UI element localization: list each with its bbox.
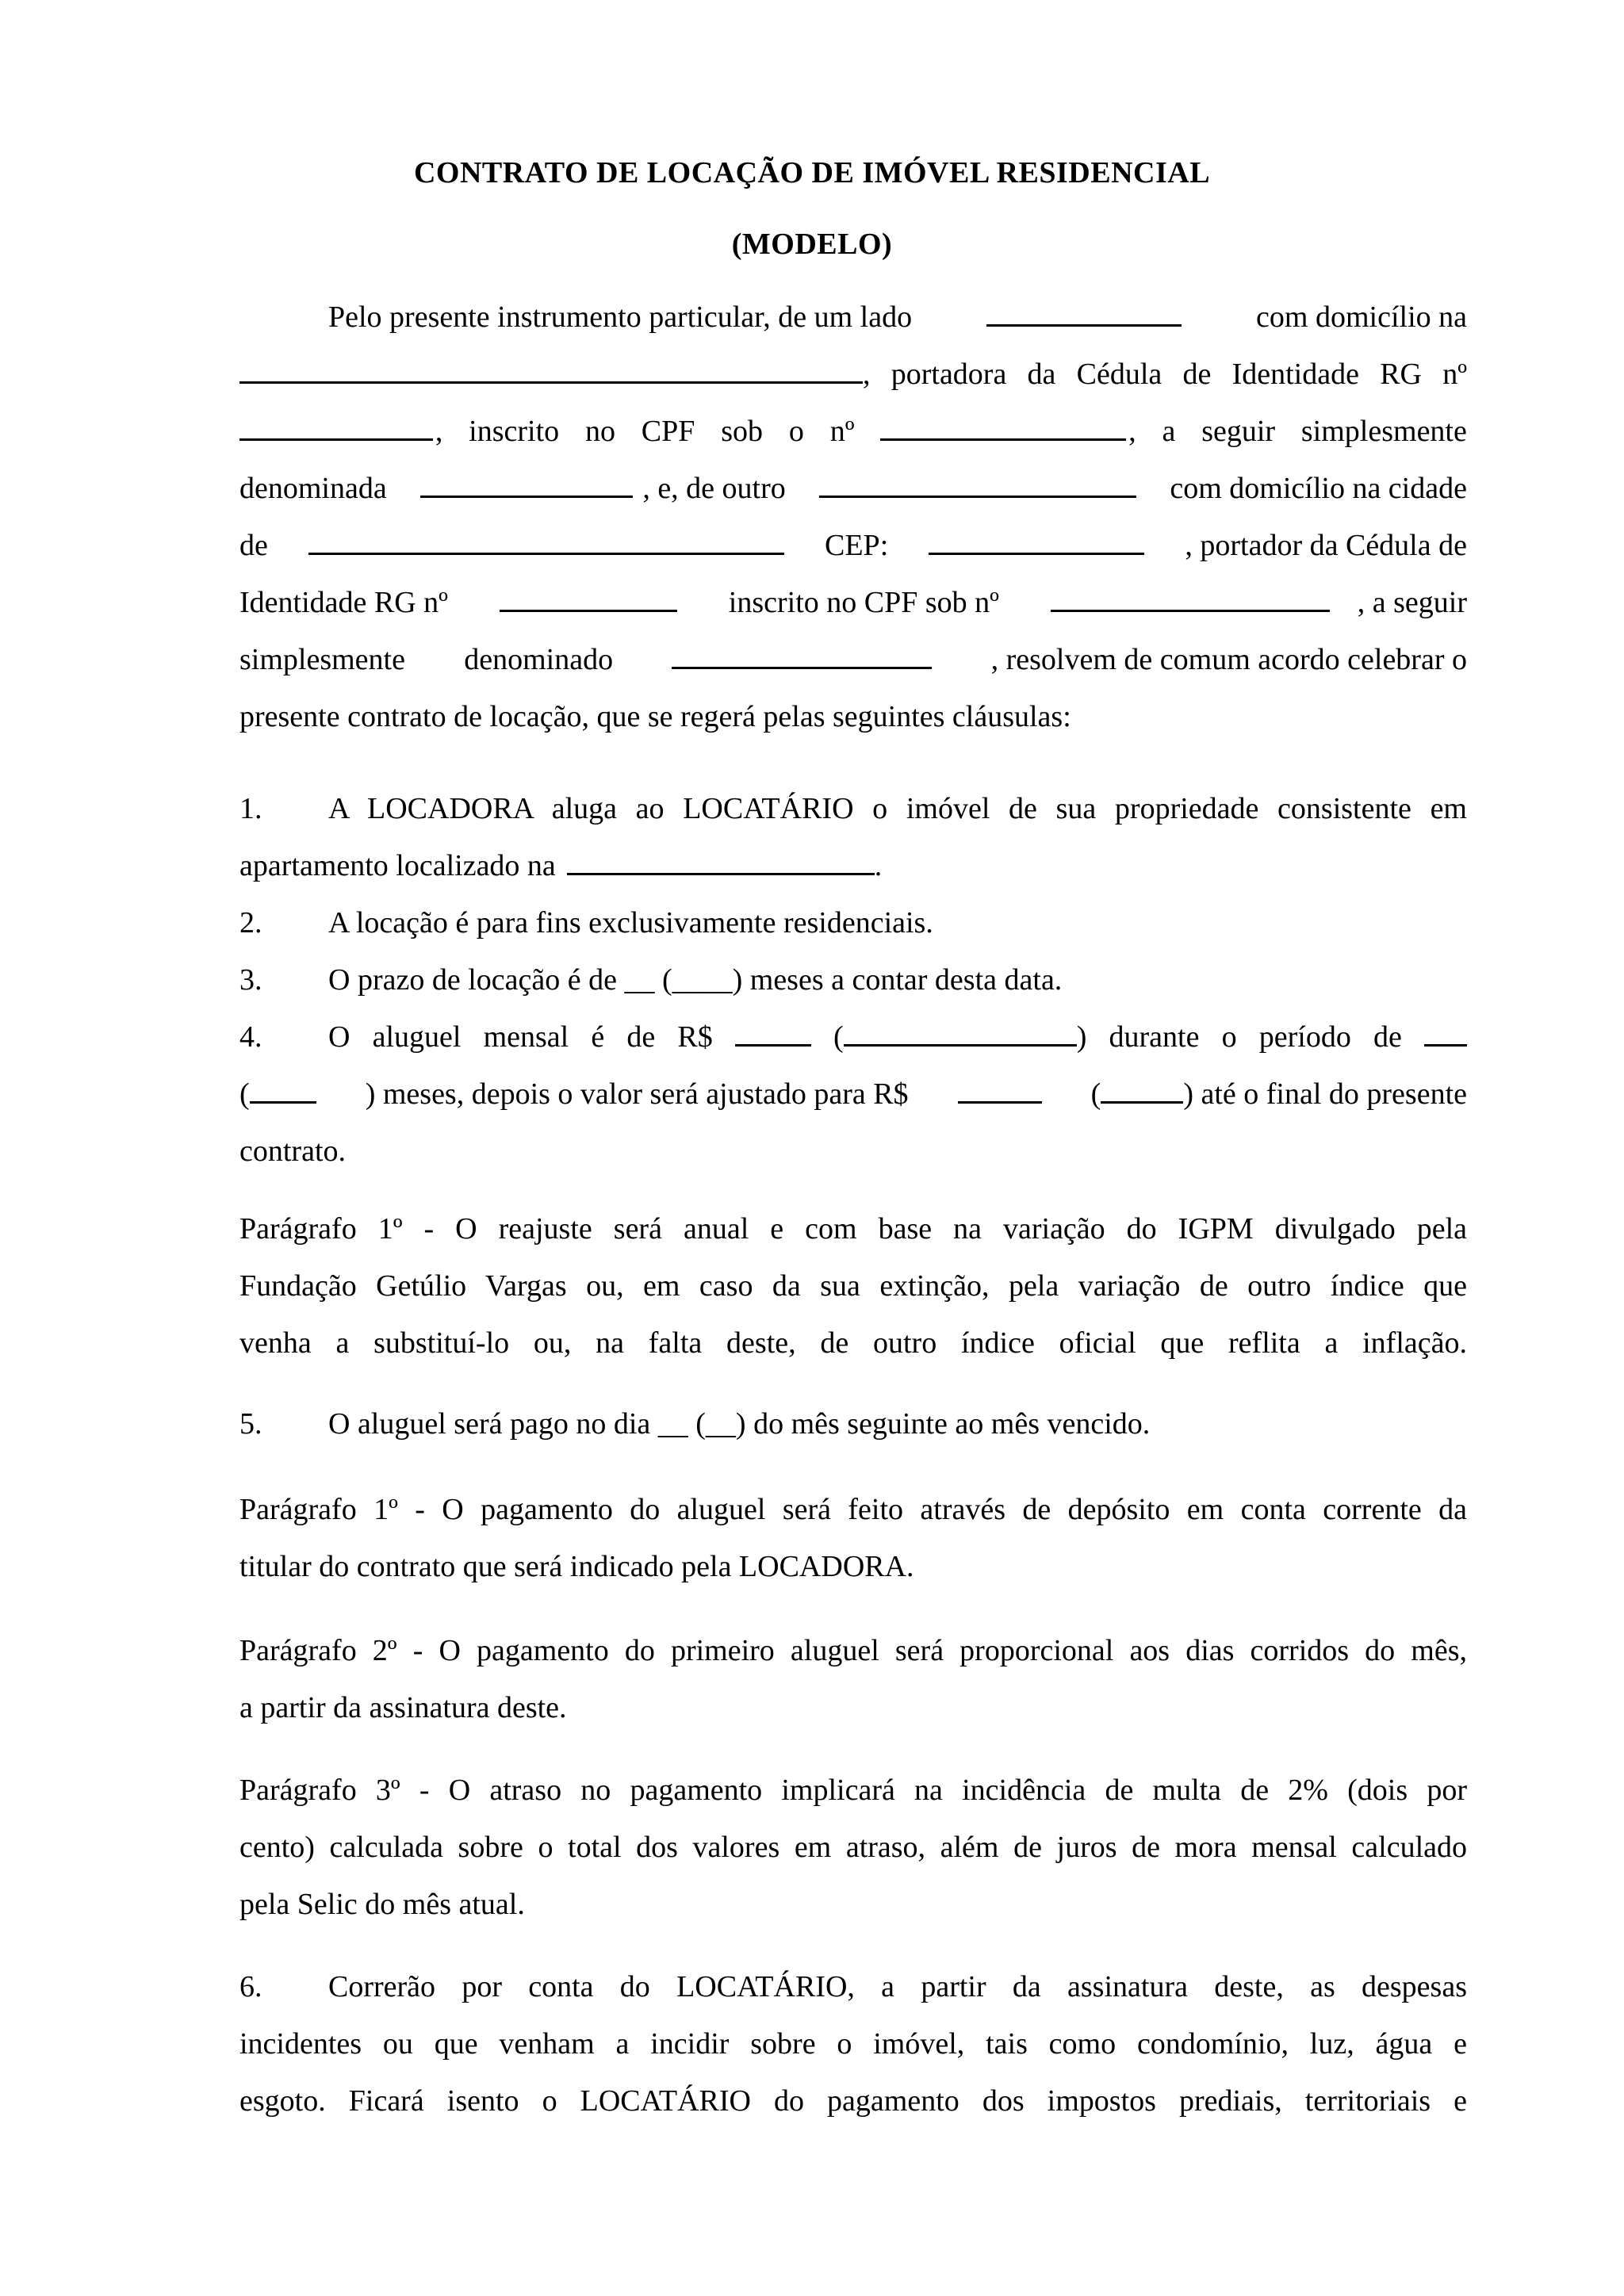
clause-text: contrato.: [239, 1135, 347, 1168]
blank-field[interactable]: [844, 1020, 1077, 1047]
intro-text: , portador da Cédula de: [1185, 529, 1467, 562]
intro-text: ,: [1128, 415, 1136, 448]
intro-text: no: [584, 415, 615, 448]
blank-field[interactable]: [929, 529, 1144, 555]
intro-paragraph: [239, 289, 1467, 745]
clause-text: ) até o final do presente: [1183, 1077, 1467, 1111]
intro-text: presente contrato de locação, que se regerá pelas seguintes cláusulas:: [239, 700, 1071, 733]
clause-text: ): [1076, 1020, 1087, 1054]
clause-text: .: [874, 849, 883, 882]
intro-text: denominada: [239, 472, 387, 505]
paragraph-text: a partir da assinatura deste.: [239, 1691, 567, 1724]
paragraph-text: Parágrafo 1º - O pagamento do aluguel será feito através de depósito em conta corrente da: [239, 1493, 1467, 1526]
clause-number: 1.: [239, 792, 262, 825]
clause-text: A locação é para fins exclusivamente residenciais.: [328, 906, 933, 939]
intro-text: nº: [829, 415, 855, 448]
paragraph-text: venha a substituí-lo ou, na falta deste, de outro índice oficial que reflita a inflação.: [239, 1326, 1467, 1360]
paragraph-1-payment: [239, 1481, 1467, 1595]
blank-field[interactable]: [819, 472, 1136, 498]
intro-text: simplesmente: [1300, 415, 1467, 448]
clause-text: esgoto. Ficará isento o LOCATÁRIO do pagamento dos impostos prediais, territoriais e: [239, 2084, 1467, 2118]
clause-text: o: [1221, 1020, 1237, 1054]
clause-number: 5.: [239, 1407, 262, 1441]
paragraph-text: cento) calculada sobre o total dos valores em atraso, além de juros de mora mensal calculado: [239, 1831, 1467, 1864]
blank-field[interactable]: [420, 472, 633, 498]
blank-field[interactable]: [986, 300, 1182, 327]
clause-text: de: [626, 1020, 656, 1054]
clause-text: é: [591, 1020, 605, 1054]
paragraph-2: [239, 1622, 1467, 1736]
intro-text: com domicílio na cidade: [1170, 472, 1467, 505]
blank-field[interactable]: [1424, 1020, 1467, 1047]
paragraph-text: Fundação Getúlio Vargas ou, em caso da sua extinção, pela variação de outro índice que: [239, 1269, 1467, 1303]
blank-field[interactable]: [1101, 1077, 1183, 1104]
intro-text: sob: [721, 415, 764, 448]
blank-field[interactable]: [250, 1077, 316, 1104]
blank-field[interactable]: [239, 358, 863, 384]
paragraph-1-readjustment: [239, 1200, 1467, 1372]
blank-field[interactable]: [567, 849, 875, 875]
clause-text: ) meses, depois o valor será ajustado para R$: [365, 1077, 909, 1111]
intro-text: inscrito: [469, 415, 560, 448]
clause-text: aluguel: [372, 1020, 462, 1054]
intro-text: a: [1162, 415, 1176, 448]
intro-text: de: [239, 529, 268, 562]
clause-number: 4.: [239, 1020, 262, 1054]
intro-text: Pelo presente instrumento particular, de um lado: [328, 300, 913, 334]
paragraph-text: pela Selic do mês atual.: [239, 1888, 525, 1921]
clause-text: O prazo de locação é de __ (____) meses a contar desta data.: [328, 963, 1063, 997]
intro-text: , e, de outro: [642, 472, 786, 505]
intro-text: com domicílio na: [1256, 300, 1467, 334]
paragraph-3: [239, 1762, 1467, 1933]
paragraph-text: Parágrafo 1º - O reajuste será anual e com base na variação do IGPM divulgado pela: [239, 1212, 1467, 1246]
paragraph-text: Parágrafo 3º - O atraso no pagamento implicará na incidência de multa de 2% (dois por: [239, 1774, 1467, 1807]
intro-text: Identidade RG nº: [239, 586, 448, 619]
clause-text: mensal: [483, 1020, 569, 1054]
blank-field[interactable]: [1051, 586, 1330, 612]
clause-text: incidentes ou que venham a incidir sobre o imóvel, tais como condomínio, luz, água e: [239, 2027, 1467, 2061]
clause-text: (: [833, 1020, 844, 1054]
blank-field[interactable]: [500, 586, 677, 612]
intro-text: seguir: [1201, 415, 1276, 448]
document-subtitle: (MODELO): [731, 228, 893, 261]
blank-field[interactable]: [672, 643, 932, 669]
clause-text: período: [1258, 1020, 1351, 1054]
clause-text: O: [328, 1020, 350, 1054]
clause-1: [239, 780, 1467, 1180]
intro-text: , a seguir: [1357, 586, 1467, 619]
clause-text: durante: [1109, 1020, 1200, 1054]
blank-field[interactable]: [308, 529, 784, 555]
intro-text: inscrito no CPF sob nº: [728, 586, 999, 619]
intro-text: CPF: [641, 415, 695, 448]
intro-text: CEP:: [825, 529, 889, 562]
clause-text: de: [1373, 1020, 1402, 1054]
blank-field[interactable]: [880, 415, 1126, 441]
clause-text: (: [239, 1077, 250, 1111]
intro-text: o: [788, 415, 804, 448]
clause-text: R$: [677, 1020, 713, 1054]
document-title: CONTRATO DE LOCAÇÃO DE IMÓVEL RESIDENCIAL: [413, 156, 1211, 189]
intro-text: , portadora da Cédula de Identidade RG nº: [863, 358, 1467, 391]
clause-text: Correrão por conta do LOCATÁRIO, a partir da assinatura deste, as despesas: [328, 1970, 1467, 2003]
intro-text: denominado: [464, 643, 614, 676]
blank-field[interactable]: [735, 1020, 811, 1047]
paragraph-text: titular do contrato que será indicado pela LOCADORA.: [239, 1550, 914, 1583]
clause-text: (: [1090, 1077, 1101, 1111]
clause-text: A LOCADORA aluga ao LOCATÁRIO o imóvel de sua propriedade consistente em: [328, 792, 1467, 825]
intro-text: ,: [435, 415, 443, 448]
intro-text: simplesmente: [239, 643, 405, 676]
clause-number: 6.: [239, 1970, 262, 2003]
clause-number: 2.: [239, 906, 262, 939]
blank-field[interactable]: [239, 415, 433, 441]
blank-field[interactable]: [958, 1077, 1042, 1104]
clause-5: [239, 1395, 1467, 1452]
clause-text: O aluguel será pago no dia __ (__) do mês seguinte ao mês vencido.: [328, 1407, 1151, 1441]
clause-6: [239, 1958, 1467, 2130]
paragraph-text: Parágrafo 2º - O pagamento do primeiro aluguel será proporcional aos dias corridos do mês,: [239, 1634, 1467, 1667]
clause-text: apartamento localizado na: [239, 849, 556, 882]
clause-number: 3.: [239, 963, 262, 997]
intro-text: , resolvem de comum acordo celebrar o: [990, 643, 1467, 676]
